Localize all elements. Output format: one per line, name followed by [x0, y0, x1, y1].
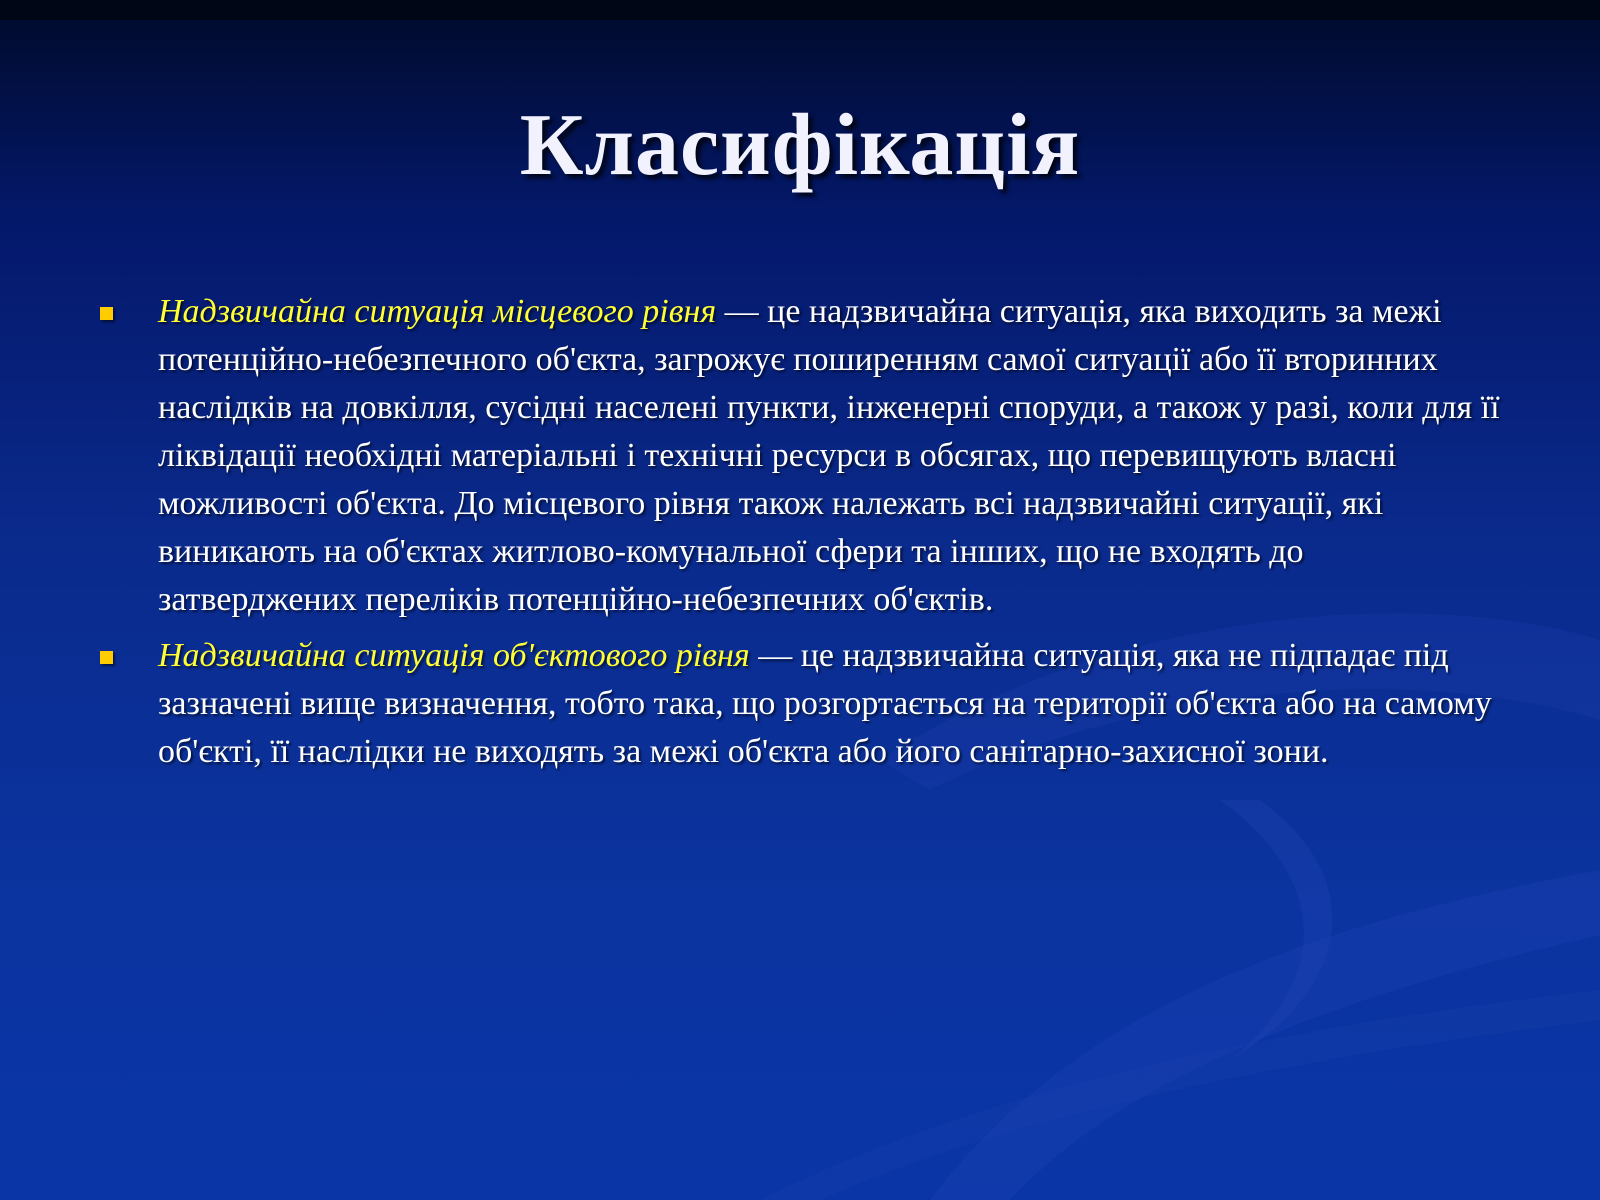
bullet-list — [96, 288, 1506, 784]
top-dark-strip — [0, 0, 1600, 20]
square-bullet-icon — [100, 307, 113, 320]
bullet-item-local-level — [96, 288, 1506, 624]
definition-local-level: — це надзвичайна ситуація, яка виходить за межі потенційно-небезпечного об'єкта, загрожує поширенням самої ситуації або її вторинних наслідків на довкілля, сусідні населені пункти, інженерні споруди, а також у разі, коли для її ліквідації необхідні матеріальні і технічні ресурси в обсягах, що перевищують власні можливості об'єкта. До місцевого рівня також належать всі надзвичайні ситуації, які виникають на об'єктах житлово-комунальної сфери та інших, що не входять до затверджених переліків потенційно-небезпечних об'єктів. — [158, 293, 1500, 618]
slide-title: Класифікація — [519, 97, 1081, 194]
term-local-level: Надзвичайна ситуація місцевого рівня — [158, 293, 717, 330]
bullet-item-object-level — [96, 632, 1506, 776]
definition-object-level: — це надзвичайна ситуація, яка не підпадає під зазначені вище визначення, тобто така, що розгортається на території об'єкта або на самому об'єкті, її наслідки не виходять за межі об'єкта або його санітарно-захисної зони. — [158, 637, 1492, 770]
term-object-level: Надзвичайна ситуація об'єктового рівня — [158, 637, 750, 674]
square-bullet-icon — [100, 651, 113, 664]
